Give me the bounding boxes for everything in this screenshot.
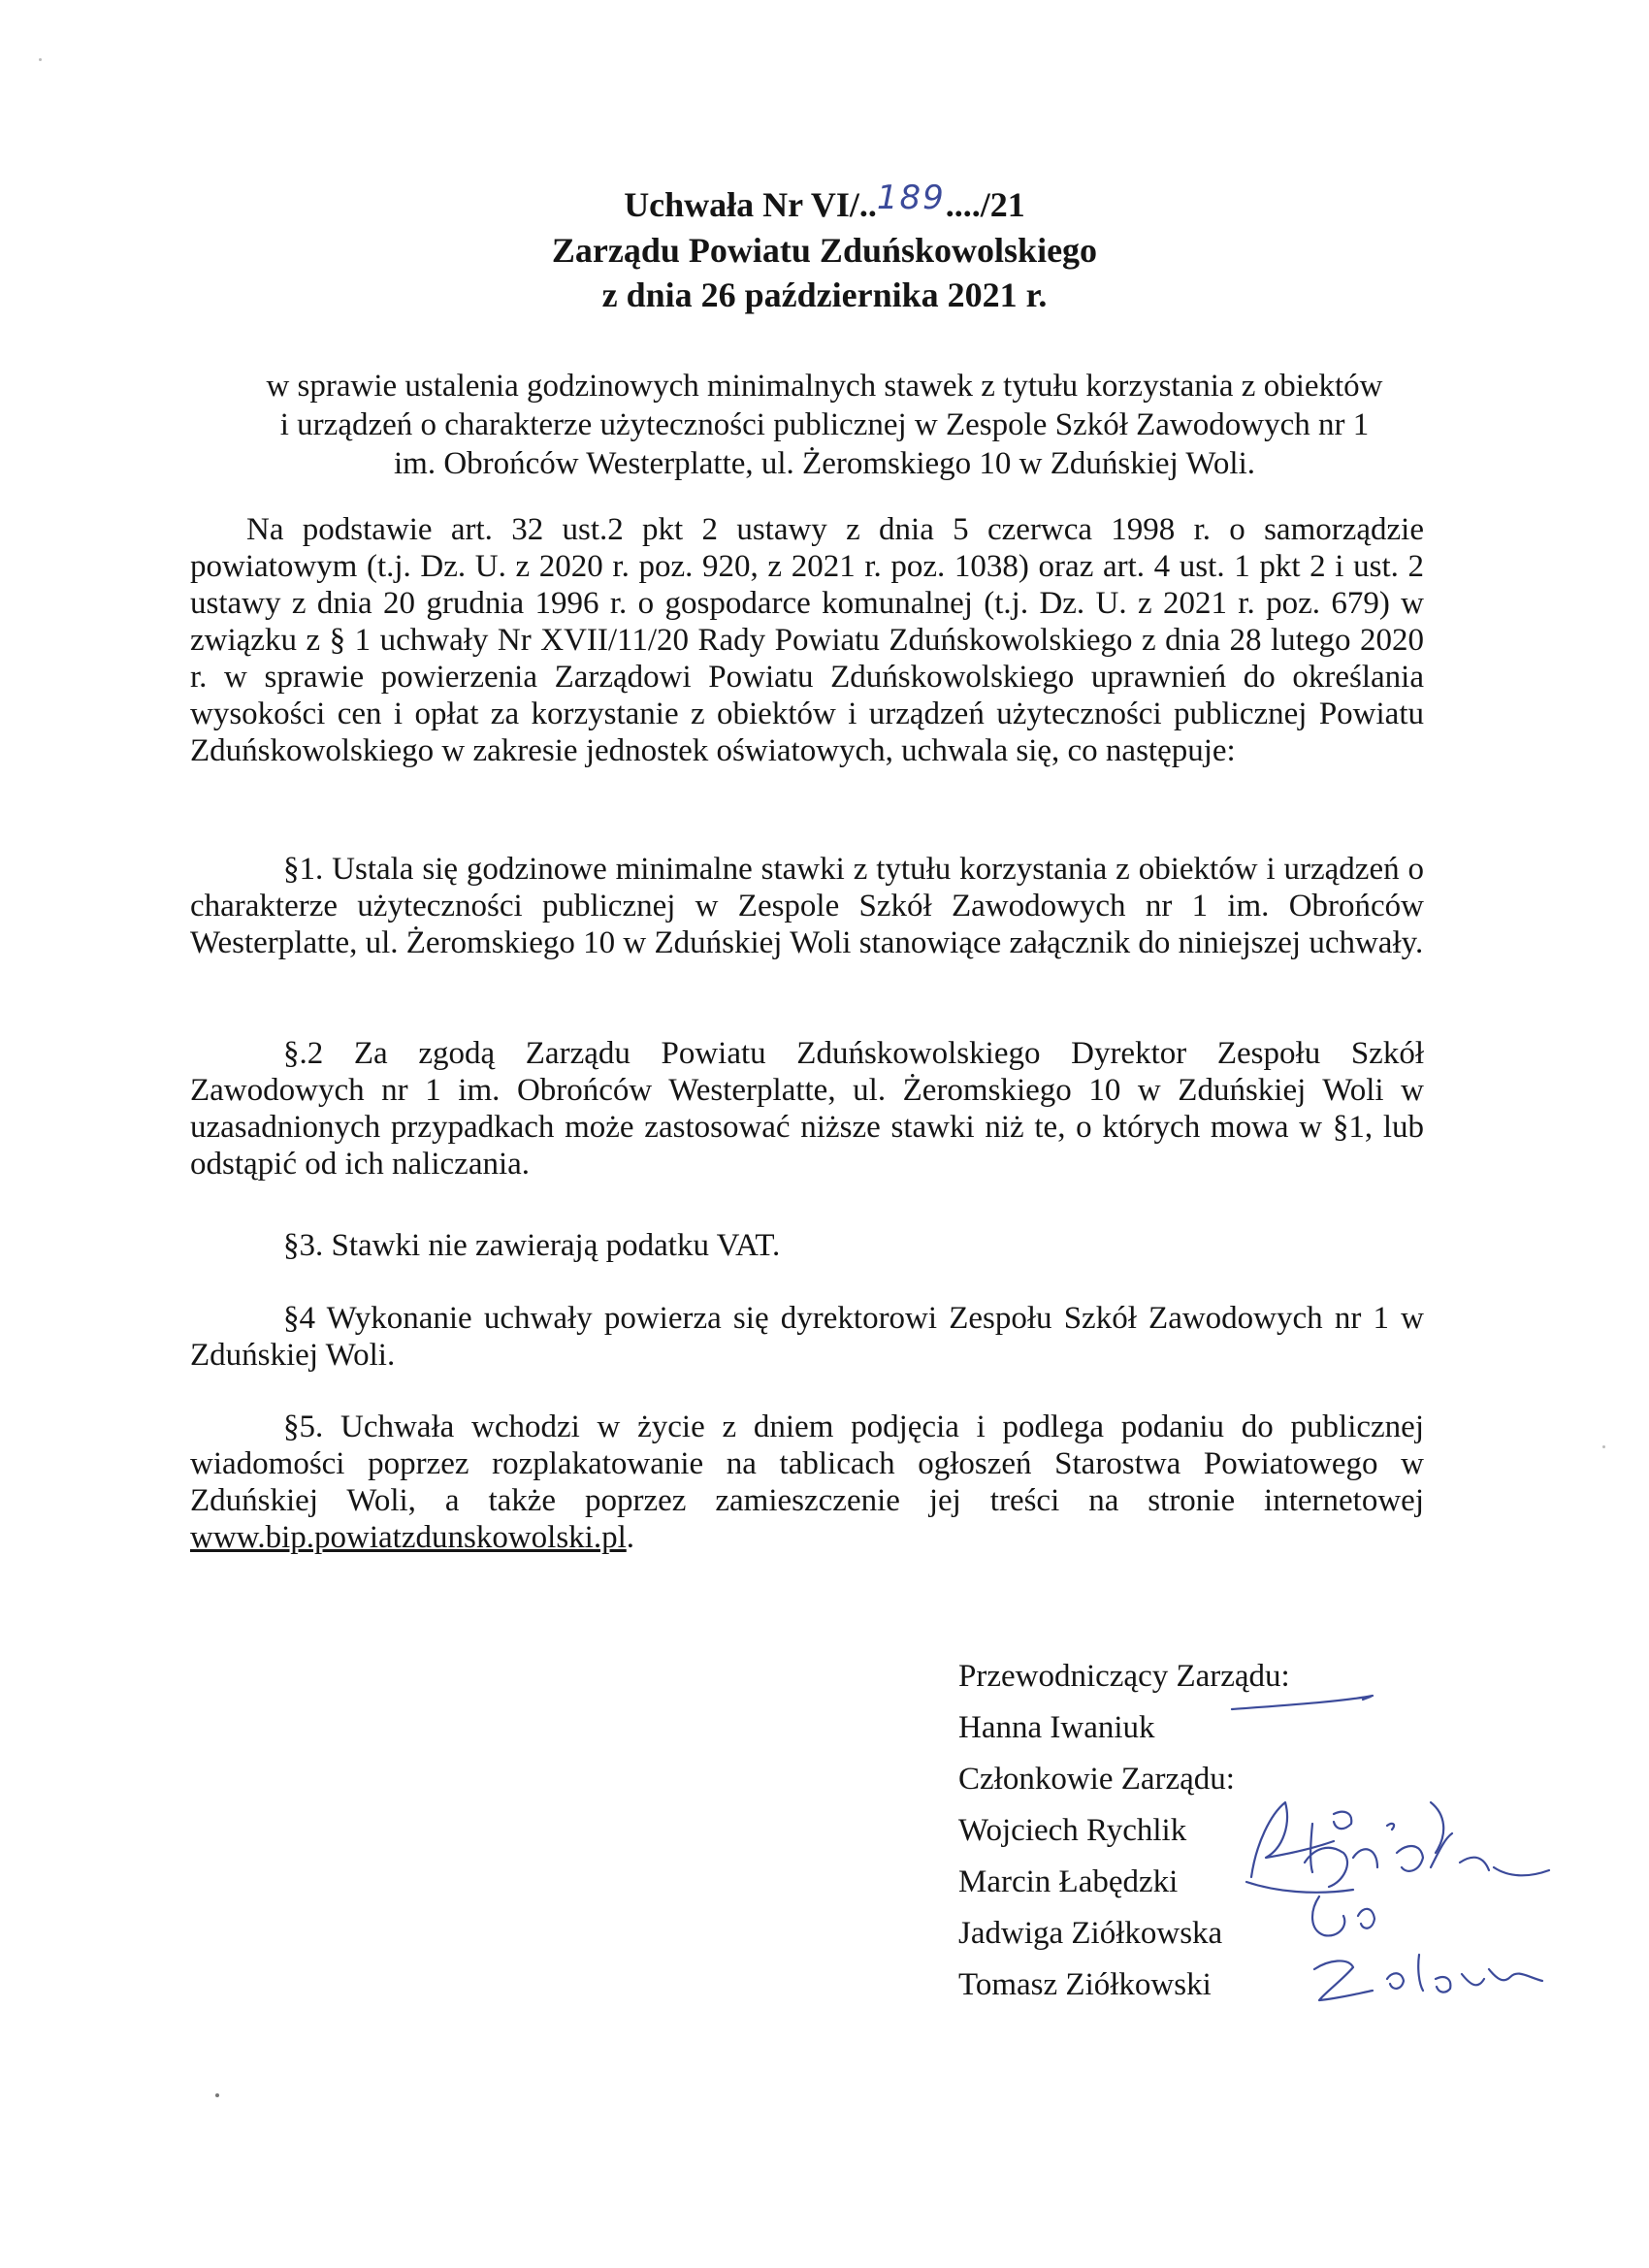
signature-marcin-labedzki — [1246, 1833, 1549, 1893]
section-2-paragraph: §.2 Za zgodą Zarządu Powiatu Zduńskowolskiego Dyrektor Zespołu Szkół Zawodowych nr 1 im. Obrońców Westerplatte, ul. Żeromskiego 10 w Zduńskiej Woli w uzasadnionych przypadkach może zastosować niższe stawki niż te, o których mowa w §1, lub odstąpić od ich naliczania. — [190, 1036, 1424, 1182]
signature-jadwiga-ziolkowska — [1312, 1896, 1374, 1935]
section-1-paragraph: §1. Ustala się godzinowe minimalne stawki z tytułu korzystania z obiektów i urządzeń o charakterze użyteczności publicznej w Zespole Szkół Zawodowych nr 1 im. Obrońców Westerplatte, ul. Żeromskiego 10 w Zduńskiej Woli stanowiące załącznik do niniejszej uchwały. — [190, 852, 1424, 960]
section-3-paragraph: §3. Stawki nie zawierają podatku VAT. — [283, 1228, 781, 1263]
title-prefix: Uchwała Nr VI/ — [624, 185, 859, 224]
member-name-2: Marcin Łabędzki — [958, 1864, 1179, 1899]
scan-speck — [1602, 1445, 1605, 1448]
section-5-paragraph — [190, 1409, 1424, 1556]
members-label: Członkowie Zarządu: — [958, 1762, 1235, 1797]
handwritten-resolution-number: 189 — [876, 178, 946, 217]
resolution-authority: Zarządu Powiatu Zduńskowolskiego — [551, 231, 1098, 270]
signature-hanna-iwaniuk — [1232, 1696, 1373, 1709]
member-name-1: Wojciech Rychlik — [958, 1813, 1187, 1848]
title-dots-before: .. — [858, 185, 877, 224]
section-5-text: §5. Uchwała wchodzi w życie z dniem podjęcia i podlega podaniu do publicznej wiadomości poprzez rozplakatowanie na tablicach ogłoszeń Starostwa Powiatowego w Zduńskiej Woli, a także poprzez zamieszczenie jej treści na stronie internetowej — [190, 1409, 1424, 1518]
subject-line-3: im. Obrońców Westerplatte, ul. Żeromskiego 10 w Zduńskiej Woli. — [394, 446, 1255, 481]
subject-line-2: i urządzeń o charakterze użyteczności publicznej w Zespole Szkół Zawodowych nr 1 — [279, 407, 1370, 442]
member-name-4: Tomasz Ziółkowski — [958, 1967, 1212, 2002]
chair-label: Przewodniczący Zarządu: — [958, 1659, 1290, 1694]
scan-speck — [39, 58, 42, 61]
title-dots-after: ..../21 — [945, 185, 1025, 224]
resolution-subject — [194, 367, 1455, 483]
section-5-end: . — [626, 1520, 635, 1555]
member-name-3: Jadwiga Ziółkowska — [958, 1916, 1223, 1951]
scan-dot — [215, 2093, 219, 2097]
subject-line-1: w sprawie ustalenia godzinowych minimalnych stawek z tytułu korzystania z obiektów — [266, 369, 1383, 404]
resolution-header — [0, 178, 1649, 317]
chair-name: Hanna Iwaniuk — [958, 1710, 1155, 1745]
bip-website-link[interactable]: www.bip.powiatzdunskowolski.pl — [190, 1520, 627, 1555]
resolution-date: z dnia 26 października 2021 r. — [601, 275, 1048, 314]
signature-tomasz-ziolkowski — [1314, 1955, 1542, 2000]
handwritten-signatures — [1198, 1688, 1567, 2018]
resolution-title — [0, 178, 1649, 228]
section-4-paragraph: §4 Wykonanie uchwały powierza się dyrektorowi Zespołu Szkół Zawodowych nr 1 w Zduńskiej Woli. — [190, 1301, 1424, 1373]
legal-basis-paragraph: Na podstawie art. 32 ust.2 pkt 2 ustawy z dnia 5 czerwca 1998 r. o samorządzie powiatowym (t.j. Dz. U. z 2020 r. poz. 920, z 2021 r. poz. 1038) oraz art. 4 ust. 1 pkt 2 i ust. 2 ustawy z dnia 20 grudnia 1996 r. o gospodarce komunalnej (t.j. Dz. U. z 2021 r. poz. 679) w związku z § 1 uchwały Nr XVII/11/20 Rady Powiatu Zduńskowolskiego z dnia 28 lutego 2020 r. w sprawie powierzenia Zarządowi Powiatu Zduńskowolskiego uprawnień do określania wysokości cen i opłat za korzystanie z obiektów i urządzeń użyteczności publicznej Powiatu Zduńskowolskiego w zakresie jednostek oświatowych, uchwala się, co następuje: — [190, 512, 1424, 768]
